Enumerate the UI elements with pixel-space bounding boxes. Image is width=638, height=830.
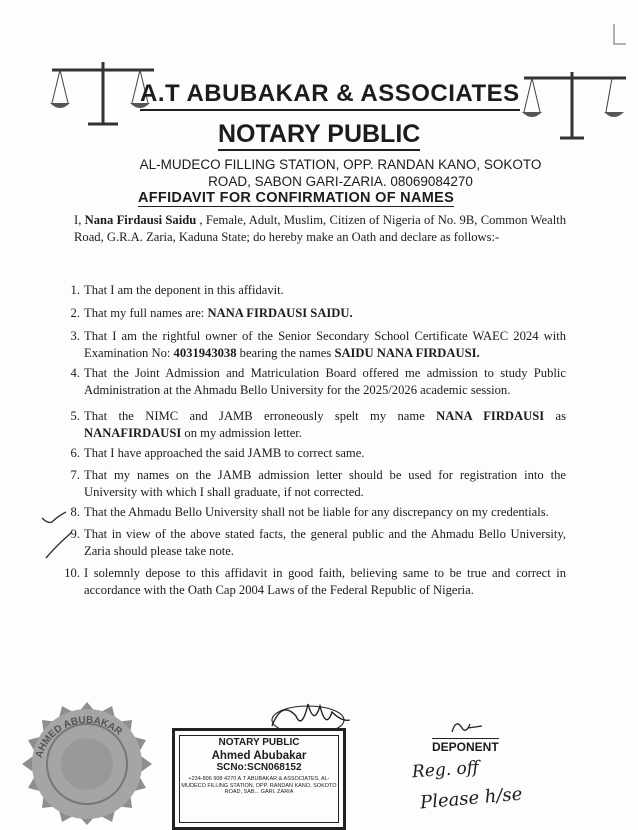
item-number: 6.	[70, 446, 80, 460]
intro-prefix: I,	[74, 213, 85, 227]
handwritten-note: Please h/se	[419, 783, 524, 814]
stamp-border	[179, 735, 339, 823]
declaration-item	[58, 365, 566, 399]
item-bold-text: NANA FIRDAUSI SAIDU.	[207, 306, 353, 320]
declaration-item	[58, 328, 566, 362]
affidavit-title: AFFIDAVIT FOR CONFIRMATION OF NAMES	[138, 190, 455, 206]
stamp-name: Ahmed Abubakar	[211, 750, 307, 762]
item-number: 7.	[70, 468, 80, 482]
item-text: bearing the names	[236, 346, 335, 360]
item-text: That the Ahmadu Bello University shall not be liable for any discrepancy on my credentials.	[84, 505, 549, 519]
item-number: 4.	[70, 366, 80, 380]
scales-of-justice-icon	[520, 70, 630, 140]
handwritten-note: Reg. off	[411, 757, 480, 783]
deponent-label: DEPONENT	[432, 740, 499, 754]
item-text: That I have approached the said JAMB to correct same.	[84, 446, 365, 460]
item-number: 8.	[70, 505, 80, 519]
stamp-details: +234-806 908 4270 A.T ABUBAKAR & ASSOCIATES, AL-MUDECO FILLING STATION, OPP. RANDAN KANO, SOKOTO ROAD, SAB... GARI, ZARIA	[181, 776, 337, 795]
declaration-list	[58, 282, 566, 599]
intro-paragraph	[74, 212, 566, 246]
firm-address: AL-MUDECO FILLING STATION, OPP. RANDAN KANO, SOKOTO ROAD, SABON GARI-ZARIA. 08069084270	[139, 157, 542, 189]
declaration-item	[58, 565, 566, 599]
item-text: That the Joint Admission and Matriculation Board offered me admission to study Public Administration at the Ahmadu Bello University for the 2025/2026 academic session.	[84, 366, 566, 397]
declaration-item	[58, 445, 566, 462]
item-number: 1.	[70, 283, 80, 297]
item-number: 9.	[70, 527, 80, 541]
intro-text: , Female, Adult, Muslim, Citizen of Nigeria of No. 9B, Common Wealth Road, G.R.A. Zaria, Kaduna State; do hereby make an Oath and declare as follows:-	[74, 213, 566, 244]
item-text: on my admission letter.	[181, 426, 302, 440]
item-text: That my names on the JAMB admission letter should be used for registration into the University with which I shall graduate, if not corrected.	[84, 468, 566, 499]
declaration-item	[58, 467, 566, 501]
item-text: That my full names are:	[84, 306, 208, 320]
item-bold-text: SAIDU NANA FIRDAUSI.	[334, 346, 480, 360]
item-bold-text: NANA FIRDAUSI	[436, 409, 545, 423]
item-number: 5.	[70, 409, 80, 423]
item-text: That in view of the above stated facts, the general public and the Ahmadu Bello University, Zaria should please take note.	[84, 527, 566, 558]
seal-text: AHMED ABUBAKAR	[33, 714, 125, 760]
firm-name: A.T ABUBAKAR & ASSOCIATES	[140, 80, 520, 111]
item-number: 2.	[70, 306, 80, 320]
notary-stamp	[172, 728, 346, 830]
declaration-item	[58, 408, 566, 442]
item-bold-text: NANAFIRDAUSI	[84, 426, 182, 440]
declaration-item	[58, 504, 566, 521]
notary-public-heading: NOTARY PUBLIC	[218, 120, 420, 151]
item-text: as	[544, 409, 566, 423]
deponent-signature	[448, 716, 488, 738]
declaration-item	[58, 282, 566, 299]
deponent-name: Nana Firdausi Saidu	[84, 213, 197, 227]
embossed-seal	[12, 700, 162, 825]
item-text: I solemnly depose to this affidavit in good faith, believing same to be true and correct in accordance with the Oath Cap 2004 Laws of the Federal Republic of Nigeria.	[84, 566, 566, 597]
item-text: That the NIMC and JAMB erroneously spelt my name	[84, 409, 437, 423]
item-number: 3.	[70, 329, 80, 343]
item-text: That I am the rightful owner of the Senior Secondary School Certificate WAEC 2024 with Examination No:	[84, 329, 566, 360]
declaration-item	[58, 305, 566, 322]
declaration-item	[58, 526, 566, 560]
item-text: That I am the deponent in this affidavit.	[84, 283, 284, 297]
stamp-sc-number: SCNo:SCN068152	[216, 762, 302, 773]
tick-marks	[38, 510, 86, 570]
stamp-title: NOTARY PUBLIC	[218, 737, 300, 748]
exam-number: 4031943038	[173, 346, 237, 360]
item-number: 10.	[64, 566, 80, 580]
corner-mark	[610, 22, 628, 48]
